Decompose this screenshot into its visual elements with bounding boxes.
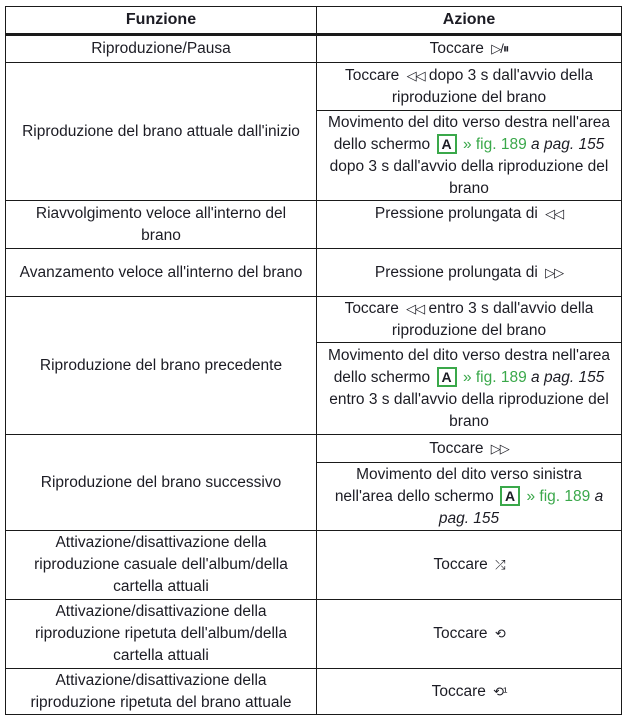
ref-connector: a (531, 368, 540, 386)
action-text: Toccare (344, 299, 399, 317)
function-cell: Riproduzione del brano precedente (6, 297, 317, 435)
ref-connector: a (531, 135, 540, 153)
function-cell: Riproduzione/Pausa (6, 35, 317, 63)
action-cell (317, 600, 622, 669)
page-ref: pag. 155 (438, 509, 500, 527)
action-cell (317, 249, 622, 297)
table-row (6, 35, 622, 63)
table-row (6, 249, 622, 297)
action-text: entro 3 s dall'avvio della riproduzione del brano (329, 390, 609, 430)
action-text: dopo 3 s dall'avvio della riproduzione del brano (391, 66, 593, 106)
action-cell (317, 669, 622, 715)
table-row (6, 297, 622, 343)
action-text: Toccare (429, 439, 484, 457)
action-text: Toccare (429, 40, 484, 57)
header-action: Azione (317, 7, 622, 35)
header-row (6, 7, 622, 35)
action-text: Pressione prolungata di (374, 205, 538, 222)
function-cell: Attivazione/disattivazione della riproduzione casuale dell'album/della cartella attuali (6, 531, 317, 600)
page-ref: pag. 155 (543, 368, 605, 386)
action-cell (317, 435, 622, 463)
action-cell (317, 63, 622, 111)
action-cell (317, 111, 622, 201)
action-text: Movimento del dito verso destra nell'area dello schermo (327, 346, 611, 386)
action-cell (317, 343, 622, 435)
action-text: Movimento del dito verso destra nell'area dello schermo (327, 113, 611, 153)
action-text: Toccare (433, 625, 488, 642)
repeat-one-icon: ⟲¹ (493, 683, 507, 699)
table-row (6, 63, 622, 111)
action-text: Toccare (433, 556, 488, 573)
marker-a: A (437, 367, 457, 387)
table-row (6, 600, 622, 669)
shuffle-icon: ⤮ (495, 557, 505, 572)
function-cell: Attivazione/disattivazione della riproduzione ripetuta del brano attuale (6, 669, 317, 715)
play-pause-icon: ▷/⏸ (491, 41, 509, 56)
repeat-icon: ⟲ (494, 626, 505, 641)
ref-connector: a (594, 487, 604, 505)
action-text: dopo 3 s dall'avvio della riproduzione del brano (329, 157, 609, 197)
action-text: entro 3 s dall'avvio della riproduzione del brano (391, 299, 594, 339)
table-row (6, 435, 622, 463)
action-cell (317, 463, 622, 531)
figure-link[interactable]: » fig. 189 (462, 368, 527, 386)
figure-link[interactable]: » fig. 189 (526, 487, 591, 505)
fast-forward-icon: ▷▷ (545, 264, 564, 280)
table-row (6, 531, 622, 600)
rewind-icon: ◁◁ (406, 300, 425, 316)
action-text: Toccare (431, 682, 486, 700)
figure-link[interactable]: » fig. 189 (462, 135, 527, 153)
function-cell: Riavvolgimento veloce all'interno del brano (6, 201, 317, 249)
table-row (6, 669, 622, 715)
action-text: Toccare (344, 66, 400, 84)
rewind-icon: ◁◁ (406, 67, 425, 83)
action-text: Movimento del dito verso sinistra nell'area dello schermo (334, 465, 582, 505)
function-action-table (5, 6, 622, 715)
action-cell (317, 201, 622, 249)
fast-forward-icon: ▷▷ (490, 440, 509, 456)
function-cell: Attivazione/disattivazione della riproduzione ripetuta dell'album/della cartella attuali (6, 600, 317, 669)
table-row (6, 201, 622, 249)
page-ref: pag. 155 (543, 135, 605, 153)
marker-a: A (437, 134, 457, 154)
action-text: Pressione prolungata di (374, 263, 538, 281)
action-cell (317, 531, 622, 600)
action-cell (317, 297, 622, 343)
rewind-icon: ◁◁ (545, 206, 564, 221)
header-function: Funzione (6, 7, 317, 35)
function-cell: Riproduzione del brano successivo (6, 435, 317, 531)
function-cell: Riproduzione del brano attuale dall'inizio (6, 63, 317, 201)
action-cell (317, 35, 622, 63)
function-cell: Avanzamento veloce all'interno del brano (6, 249, 317, 297)
marker-a: A (500, 486, 520, 506)
